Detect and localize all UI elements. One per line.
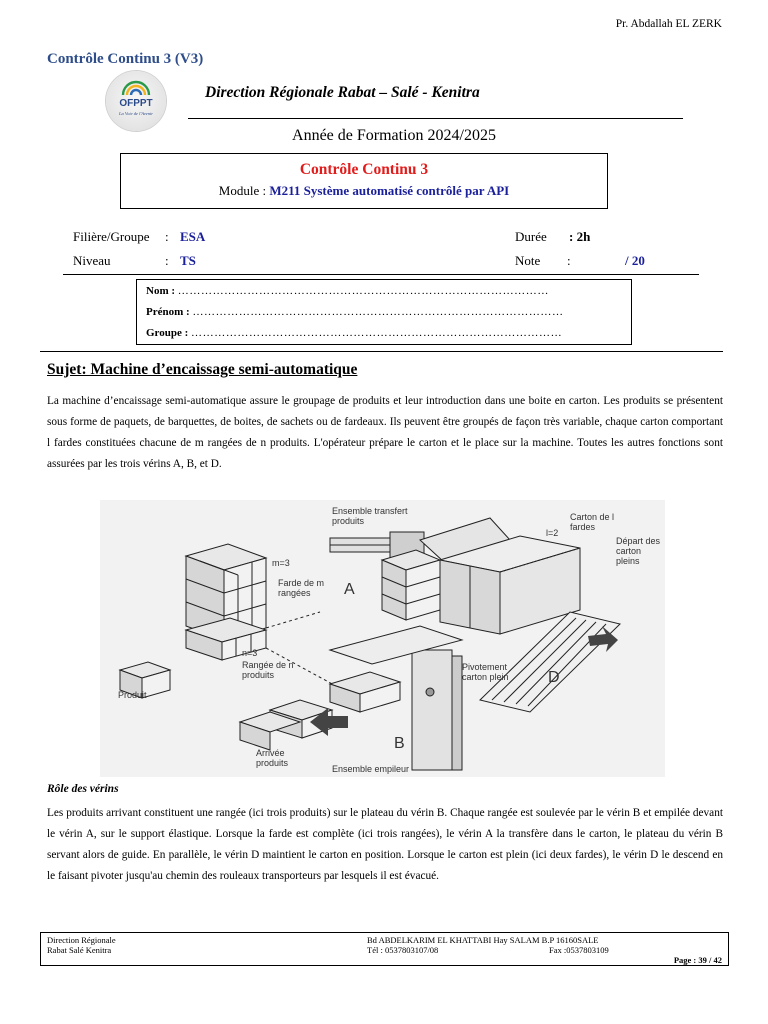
module-label: Module :: [218, 183, 270, 198]
groupe-dots: ……………………………………………………………………………………: [191, 327, 563, 339]
groupe-label: Groupe :: [146, 327, 189, 339]
label-carton-fardes: Carton de l fardes: [570, 512, 615, 532]
logo-arcs-icon: [120, 79, 152, 97]
exam-title: Contrôle Continu 3: [299, 161, 429, 178]
machine-figure: [100, 500, 665, 777]
incoming-products: [240, 672, 400, 750]
ofppt-logo: [106, 71, 166, 131]
module-value: M211 Système automatisé contrôlé par API: [269, 183, 510, 198]
subject-intro: La machine d’encaissage semi-automatique assure le groupage de produits et leur introduction dans une boite en carton. Les produits se présentent sous forme de paquets, de barquettes, de boites, de sachets ou de fardeaux. Ils peuvent être groupés de façon très variable, chaque carton comportant l fardes constituées chacune de m rangées de n produits. L'opérateur prépare le carton et le place sur la machine. Toutes les autres fonctions sont assurées par les trois vérins A, B, et D.: [47, 395, 723, 470]
label-empileur: Ensemble empileur: [332, 764, 410, 774]
direction-title: Direction Régionale Rabat – Salé - Kenitra: [205, 84, 480, 101]
prenom-dots: ……………………………………………………………………………………: [192, 306, 564, 318]
niveau-value: TS: [180, 253, 196, 268]
exam-title-box: [120, 153, 608, 209]
doc-title: Contrôle Continu 3 (V3): [47, 51, 204, 67]
note-label: Note: [515, 253, 541, 268]
module-line: [121, 183, 607, 199]
footer-address: Bd ABDELKARIM EL KHATTABI Hay SALAM B.P 16160SALE: [367, 935, 599, 945]
prenom-label: Prénom :: [146, 306, 190, 318]
footer-org-line1: Direction Régionale: [47, 935, 116, 945]
label-a: A: [344, 581, 355, 598]
label-arrivee: Arrivée produits: [256, 748, 289, 768]
filiere-value: ESA: [180, 229, 206, 244]
nom-line[interactable]: [146, 285, 549, 297]
filiere-label: Filière/Groupe: [73, 229, 150, 244]
footer-org-line2: Rabat Salé Kenitra: [47, 945, 112, 955]
info-divider: [63, 274, 699, 275]
label-ensemble-transfert: Ensemble transfert produits: [332, 506, 408, 526]
niveau-colon: :: [165, 253, 169, 268]
footer-fax: Fax :0537803109: [549, 945, 609, 955]
label-farde: Farde de m rangées: [278, 578, 325, 598]
footer-box: [40, 932, 729, 966]
farde-stack: [382, 550, 440, 620]
label-m3: m=3: [272, 558, 290, 568]
footer-tel: Tél : 0537803107/08: [367, 945, 439, 955]
section-divider: [40, 351, 723, 352]
header-divider: [188, 118, 683, 119]
duree-label: Durée: [515, 229, 547, 244]
roles-title: Rôle des vérins: [47, 783, 119, 795]
label-pivotement: Pivotement carton plein: [462, 662, 509, 682]
nom-dots: ……………………………………………………………………………………: [177, 285, 549, 297]
prenom-line[interactable]: [146, 306, 564, 318]
duree-value: : 2h: [569, 229, 591, 244]
nom-label: Nom :: [146, 285, 176, 297]
label-n3: n=3: [242, 648, 258, 658]
machine-diagram: [100, 500, 665, 777]
label-l2: l=2: [546, 528, 559, 538]
identity-box: [136, 279, 632, 345]
label-depart: Départ des carton pleins: [616, 536, 661, 566]
logo-brand: OFPPT: [119, 98, 153, 109]
author-name: Pr. Abdallah EL ZERK: [615, 18, 722, 30]
note-value: / 20: [625, 253, 645, 268]
groupe-line[interactable]: [146, 327, 562, 339]
page-number: Page : 39 / 42: [673, 955, 722, 965]
label-produit: Produit: [118, 690, 147, 700]
subject-title: Sujet: Machine d’encaissage semi-automatique: [47, 361, 358, 378]
label-b: B: [394, 735, 405, 752]
label-rangee: Rangée de n produits: [242, 660, 294, 680]
roles-text: Les produits arrivant constituent une rangée (ici trois produits) sur le plateau du vérin B. Chaque rangée est soulevée par le vérin B et empilée devant le vérin A, sur le support élastique. Lorsque la farde est complète (ici trois rangées), le vérin A la transfère dans le carton, le plateau du vérin B servant alors de guide. En parallèle, le vérin D maintient le carton en position. Lorsque le carton est plein (ici deux fardes), le vérin D le descend en le faisant pivoter jusqu'au chemin des rouleaux transporteurs par lesquels il est évacué.: [47, 807, 723, 882]
niveau-label: Niveau: [73, 253, 111, 268]
training-year: Année de Formation 2024/2025: [292, 127, 496, 144]
filiere-colon: :: [165, 229, 169, 244]
note-colon: :: [567, 253, 571, 268]
label-d: D: [548, 669, 560, 686]
logo-tagline: La Voie de l'Avenir: [118, 111, 154, 116]
